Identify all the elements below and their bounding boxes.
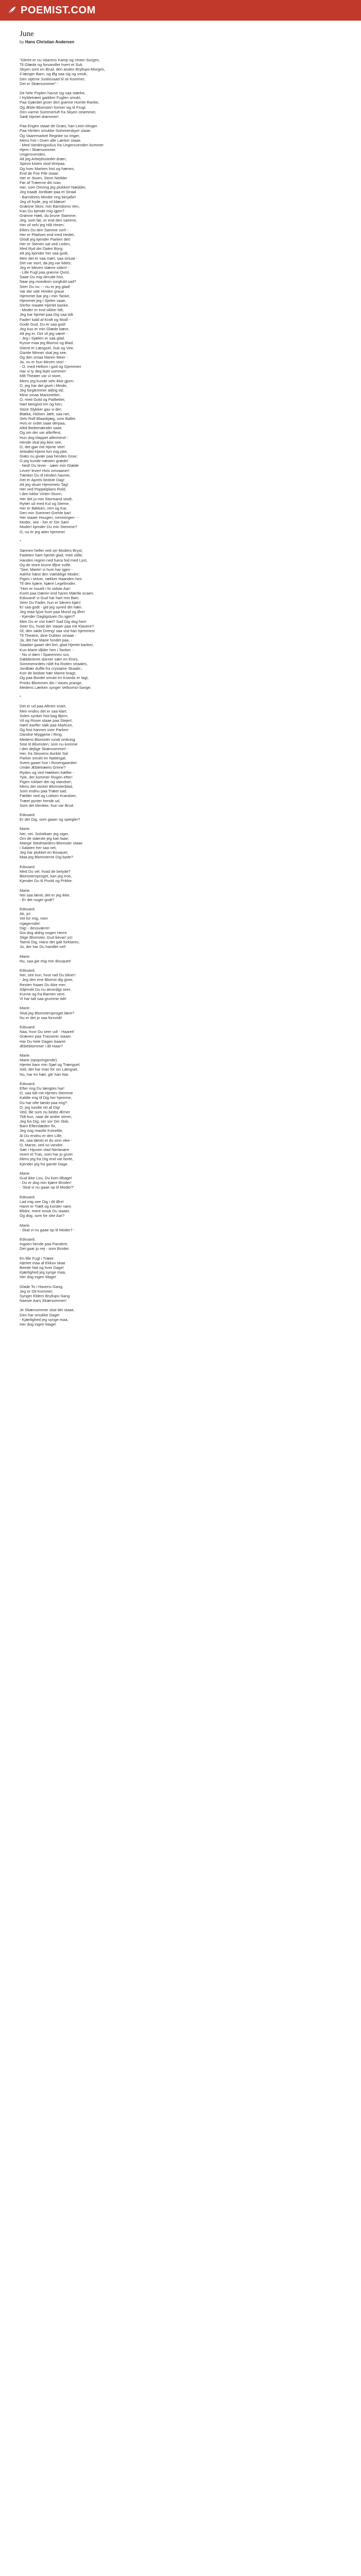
poem-line: Den varme Sommerluft fra Skyen strømmer, [20,109,96,114]
stanza-break [20,1279,341,1284]
poem-line: Jeg maa lyjse hum paa Mund og Øre! [20,609,85,615]
poem-line: O, nu er jeg atter hjemme! [20,529,65,534]
poem-line: - O, med Hellom i god og Gjemmen [20,364,81,369]
poem-line: Hørt! Aarfler sløk paa Markum, [20,723,73,728]
poem-line: Hart beegivd em og hen; [20,402,63,407]
poem-line: Tænker Du til Hinden havner, [20,472,71,478]
poem-line: Store Slykker gav vi der; [20,406,62,412]
poem-line: Mens jeg fra Dig end var borte, [20,1157,74,1162]
poem-line: Gamle Minner skal jeg see, [20,350,68,355]
poem-line: Skal jeg Blomstersproget lære? [20,1010,74,1015]
poem-line: Nu, har en hæt, gitr han Nar. [20,1072,70,1077]
poem-line: i den dejlige Skærsommer! - [20,746,69,751]
poem-line: Maa jeg Blomsterne Dig byde? [20,855,73,860]
poem-line: - Du er dog min kjære Broder! [20,1180,72,1185]
poem-line: Vel for mig, men [20,916,48,921]
poem-line: Men endnu det er saa klart. [20,708,68,714]
poem-line: Moder! kjender Du min Stemme? [20,524,77,530]
poem-line: Kjender jeg fra gamle Dage. [20,1161,69,1166]
poem-line: i Salaten her saa net, [20,845,57,851]
poem-line: Ellers Du den Samme vorl! - [20,227,69,232]
poem-line: Jordbær duflle fra crystalne Skaale:; [20,666,83,671]
poem-line: Her ved Poppelplans Rold, [20,487,67,492]
poem-line: Og de store brune Øjne sville. [20,562,72,567]
poem-line: Gud ikke Lou, Du kom tilbage! [20,1176,72,1181]
poem-line: - Moder er end sikker lidt, [20,308,64,313]
stanza-break [20,1077,341,1081]
stanza-break [20,1218,341,1223]
poem-line: Il længer Barn, og Øg saa sig og smuk, [20,72,88,77]
poem-line: Fælder ned og Lokken Krandser, [20,793,77,799]
poem-line: - Jeg den ene Blomst dig giver, [20,977,74,982]
poem-line: "See, Mørte! vi hum har igjen - [20,567,73,572]
poem-line: Og dog, som for otte Aar? [20,1213,64,1218]
poem-line: Skyen som en Brud, den anden Bryllups-Morgen, [20,67,105,72]
poem-line: Sønnen heller ved sin Moders Bryst, [20,548,83,553]
poem-line: Til Theatre, dine Dukker smaae - [20,633,77,638]
poem-line: Beede Nat og hver Dage! [20,1265,64,1270]
poem-line: De hele Poplen havse sig saa stærke, [20,91,86,96]
poem-line: * [20,694,21,700]
poem-line: Hun dog klappet allermest! - [20,435,69,440]
stanza-break [20,544,341,548]
poem-line: Parker smukt en Nattergal; [20,756,67,761]
site-header [0,0,361,21]
poem-line: - Barndoms Minder ring berjaße! [20,194,76,199]
poem-line: Sær i Hjusen vlad Nerlanøre. [20,1147,70,1153]
poem-line: Men Du er vist træt? Sad Dig dog hen! [20,619,87,624]
poem-line: Er det Dig, som gaaer og spiegler? [20,817,80,822]
poem-line: Marie (opspringende). [20,1058,58,1063]
poem-line: - Kjærlighed jeg synge maa, [20,1317,69,1322]
poem-line: Kun Marie tålder hen i Tanker. - [20,647,74,652]
poem-line: Sommerordets nildt fra Roden straales, [20,662,88,666]
poem-line: O, jeg tundte ret af Dig! [20,1105,60,1110]
poem-line: Her dog ingen Mage! [20,1275,56,1280]
poem-line: Edouard. [20,812,36,817]
stanza-break [20,690,341,694]
poem-line: Edouard! vi Gud har hart min Bøn; [20,595,79,600]
poem-line: Komt paa Dæren end hares Mærtle ocaen. [20,590,94,596]
poem-line: Hjertet banr min Sjæl og Trængsel; [20,1062,80,1067]
poem-line: - Lille Fugl paa grønne Qvist, [20,270,70,275]
poem-line: "Glemt er nu Vaarens Kamp og Vinter-Sorgen, [20,58,100,62]
poem-line: Al Du endnu er den Lille, [20,1133,63,1138]
poem-line: Marie. [20,888,31,893]
poem-line: Her er Bøkken, rem og Kar, [20,505,68,511]
stanza-break [20,534,341,539]
poem-line: Græsne Skov, min Barndoms Ven, [20,204,80,209]
stanza-break [20,963,341,968]
poem-line: Dig! - dessværre! [20,925,50,930]
poem-line: "Hon er noueli i liv sidste Aar! [20,586,71,591]
poem-line: Hvis er ordet saae derpaa, [20,421,66,426]
poem-line: Det er Skærsommer" - [20,81,59,86]
poem-line: O, saa tidt mit Hjertes Stemme [20,1091,73,1096]
stanza-break [20,950,341,954]
poem-line: Sødt Hjertet drømmer! [20,114,59,119]
poem-line: O, det gjør mit Hjerte Vee! [20,444,65,449]
poem-line: Edouard. [20,1025,36,1030]
poem-line: Det gaar jo nej - som Broder. [20,1246,70,1251]
poem-line: Naar jeg moediom sorgfuld sad? [20,279,76,284]
poem-line: Marie. [20,1006,31,1011]
poem-line: Her, fra Skovens dunkle Sal [20,751,68,756]
poem-line: Hende skal jeg ikke see, [20,439,62,445]
poem-line: Marie. [20,1223,31,1228]
poem-line: - Er det noget godt? [20,897,55,902]
poem-line: Ryden og ved Hækken hæfter - [20,770,74,775]
poem-line: Dandse Myggene i Ring, [20,732,63,737]
stanza-break [20,1048,341,1053]
poem-line: Æbleblommer i dit Haar? [20,1043,63,1048]
poem-line: Tyle, der kommer Rogen efter! [20,774,73,779]
poem-line: Saadan gaaer det fort, glad Hjertet banker, [20,642,94,648]
poem-line: Svem gaaer hvir i Rosengaarden [20,760,77,766]
poem-line: Den har smukke Dage! [20,1312,60,1317]
poem-line: Kon de bedste hær Mame bragt; [20,671,76,676]
poem-line: Ved, tlle som nu bedst Ærner [20,1109,70,1114]
poem-line: Med Du vel, hvad de betyde? [20,869,71,874]
poem-line: Kjender Du til Punkt og Prikke. [20,878,73,884]
poem-line: Under Æbletræets Grene? [20,765,66,770]
poem-line: Mine smaa Marionetter, [20,393,61,398]
poem-line: Og hver Marken hist og hænen, [20,166,75,171]
poem-line: Blæka, Hidsen Jætt, saa net, [20,411,70,416]
poem-line: Vil og Roser staae paa Stejerl; [20,718,73,723]
poem-line: - Kjender Dagligstuen Du igjen? [20,614,75,619]
quill-logo-icon [6,5,18,16]
poem-line: Før af Træerne din Ivan. [20,180,62,185]
poem-line: - 'Skal vi nu gaae op til Moder?' [20,1185,74,1190]
stanza-break [20,822,341,826]
poem-line: Her staaer Hougen, rommingen - - [20,515,79,520]
poem-line: Mange Stedmarders-Blomster staae [20,840,83,845]
poem-line: Det var stort, da jeg var lidets; [20,260,72,265]
poem-line: Ryttet ud med Kul og Steme, [20,501,70,506]
poem-line: Som det klenkke, hun var Brud. [20,803,74,808]
poem-line: Lad mig see Dig i dit Øre! [20,1199,64,1204]
poem-line: Slige Blomster, Gud bevar! os! [20,935,73,940]
poem-line: Fadeten ham hjertet glad, mee stille; [20,553,83,558]
poem-line: Marie. [20,826,31,832]
poem-line: Kjærlighed jeg synge maa, [20,1270,66,1275]
poem-line: Kan Du kjende mig igjen? [20,209,64,213]
poem-line: Taenk Dig, Hans det galt forklares; [20,940,80,945]
poem-line: Marie. [20,1171,31,1176]
poem-line: I den lokke Vinter-Stunn, [20,492,63,497]
poem-line: Marie. [20,954,31,959]
poem-line: Her dog ingen Mage! [20,1321,56,1327]
poem-line: Jeg vil fryde, jeg vil blæse! [20,199,66,204]
stanza-break [20,902,341,907]
poem-line: Den min Sommer-Grehle bar! [20,511,71,515]
poem-line: Alt jeg skuer Hjemmets Tag! [20,482,69,487]
poem-line: Alt jeg er, Dirt vil jeg væré! - [20,331,68,336]
poem-line: Dæblerteret sbirner sæn en Enes, [20,656,79,662]
poem-line: Gio dog aldrig nogen Herre [20,930,67,935]
poem-byline [20,40,341,44]
poem-line: Mens det sticker Blomsterblad, [20,784,73,789]
poem-line: Grønne Hæk, du brune Stamme, [20,213,77,218]
poem-line: Paa Engen staae de Græs; han Leen klinger. [20,124,98,129]
poem-line: Jeg forglemmer aldrig tid; [20,387,64,393]
poem-line: Og Æble-Blomsten former sig til Frugt. [20,105,87,110]
poem-line: Alt jeg Arbejdsstedet dræn, [20,157,67,162]
poem-line: Om de stærste jeg kan faae; [20,836,69,841]
poem-line: Ak, jo! [20,911,31,917]
poem-line: Seil, det har man for sin Længsel, [20,1067,78,1072]
poem-line: Nei, see kun, hvor rad Du bliver! [20,973,76,978]
poem-line: Nei, nei. Solstikaer jeg siger, [20,831,69,836]
poem-line: Siljenskl Du nu atvordigt seer; [20,987,72,992]
poem-line: O jeg kunde næsten græde! [20,459,69,464]
byline-prefix: by [20,40,24,44]
poem-line: Hjemmet jeg i Sjelen vaae, [20,298,67,303]
poem-line: Synger Elders Bryllups-Sang [20,1293,70,1298]
poem-line: Var der ude Himlen graue [20,289,64,294]
stanza-break [20,699,341,704]
poem-line: Og om der var allerflest, [20,430,62,435]
poem-line: Ol, den søde Dreng! saa vist han hjemmes! [20,628,95,633]
poem-line: Resten fraaer Du ikke mer; [20,982,67,987]
poem-line: Spinnt kisten stod tilrepaa. [20,161,66,166]
poem-line: Træet pynter hende ud, [20,798,61,803]
poem-container [0,21,361,1327]
poem-line: Og fost hannes over Parken [20,727,69,733]
stanza-break [20,883,341,888]
poem-line: Det er ud paa Aftnen snart, [20,704,67,709]
poem-line: Kaldte mig til Dig her hjemme, [20,1095,72,1100]
poem-line: Naeste Aars Skærsommer! [20,1298,67,1303]
stanza-break [20,1251,341,1256]
poem-line: Edouard. [20,864,36,869]
poem-line: Ahlodlid-Hjemt fort mig plet, [20,449,68,454]
poem-line: Medens Lærken synger Velkomst-Sange. [20,685,92,690]
poem-line: Kunne og fra Barnen vere, [20,991,66,996]
poem-line: Vi har talt saa grumme tidt! [20,996,67,1002]
poem-line: Seer Du nu - - nu er jeg glad! [20,284,70,289]
poem-author[interactable]: Hans Christian Andersen [25,40,74,44]
poem-line: Ak, saa tænkt et du sinn vlee - [20,1138,73,1143]
poem-line: Det er Aprels bedste Dag! [20,477,64,482]
poem-line: Ingoen hende paa Panderti; [20,1242,68,1247]
poem-line: Milt Theater var vi store, [20,374,62,379]
poem-line: Paa Gjærdet groer den grønne Humle-Ranke, [20,100,100,105]
poem-line: Her er Pladsen end med Hedet, [20,232,75,237]
poem-line: Fader! kald af Kraft og Mod! - [20,317,71,322]
poem-line: I Hyldetræet gaddrer Fuglen smukt, [20,95,81,100]
poem-line: Je Skærsommer skal det staae, [20,1308,75,1313]
poem-line: Hvert et Tras, som har jo groet [20,1152,73,1157]
poem-line: - Nu vi døm i Sparennes sus [20,652,69,657]
poem-line: Nu er det jo saa forsvidt! [20,1015,62,1020]
stanza-break [20,86,341,91]
poem-line: Prinks Blommen din i Vases prange, [20,680,83,685]
poem-line: Græven paa Trasserer staaer. [20,1034,72,1039]
poem-line: Marie. [20,1053,31,1058]
poem-line: O, med Gold og Paillietter, [20,397,65,402]
poem-line: Sise til Blomsten; som nu komme [20,741,78,747]
poem-line: Her er Stenen sat ved Leden, [20,242,71,247]
poem-line: Og Vaaremarket Regnbe so ringer, [20,133,80,138]
poem-line: - Ned! Du tever - sæer min Glæde [20,463,79,468]
poem-line: Edouard. [20,907,36,912]
poem-line: O, jeg har det givet i Minde, [20,383,68,388]
poem-line: Du har ofte tænkt paa mig? [20,1100,68,1105]
poem-line: Jeg er bleven stærre siden! - [20,265,70,270]
poem-line: Haret er Tiælt og kunder nøre. [20,1204,72,1209]
poem-line: O, Marse, ved so vendre. [20,1142,64,1147]
poem-line: Aahhe hæst den Vælsklige Moder; [20,572,80,577]
poem-line: Handen regnin ned fuera fod med Lyst, [20,557,88,563]
poem-line: Mens hvir i Duen alle Lærker staae. [20,138,81,143]
poem-line: Baro Efterslæden fix, [20,1124,56,1129]
poem-line: Har vi ty deg lejet sommer! [20,369,67,374]
stanza-break [20,1020,341,1025]
poem-line: Jeg traadt Jordbær paa et Straal [20,190,76,195]
poem-title: June [20,30,34,38]
poem-line: Blomstersproget, kan jeg troe, [20,874,72,879]
poem-line: Solen synker hist bag Bjern, [20,713,69,718]
poem-line: Jeg kun er min Glæde bære, [20,326,70,331]
poem-line: Glemt er Længsel, Suk og Vee, [20,345,74,350]
poem-line: Alt jeg kjender her saa godt, [20,251,69,256]
poem-line: Her det jo min Stormand stodt, [20,496,73,501]
poem-line: Ja, nu er hun bleven stor! - [20,360,67,364]
poem-line: * [20,538,21,544]
poem-line: Her vil selv jeg Hlå Hmen. [20,223,65,228]
poem-line: Seer Du, hvad der staaer paa mit Klavere? [20,623,94,629]
stanza-break [20,1303,341,1308]
poem-line: Her er Stuen, Store Nedder [20,175,68,180]
poem-body [20,58,341,1327]
poem-line: Men det er saa mørt, saa smuat - [20,256,78,261]
poem-line: Edouard. [20,1081,36,1086]
poem-line: Hjemmet bar jeg i min Tanke, [20,293,71,298]
poem-line: Jo, der har Du handlet nel! [20,944,66,950]
poem-line: Og den smaa Maren Meer - [20,354,68,360]
poem-line: Mens jeg kunde selv ikke gjorn; [20,378,74,383]
poem-line: Med Ryd din Dalen Borg; [20,246,63,251]
stanza-break [20,860,341,865]
poem-line: Kysse maa jeg Blomst og Blad, [20,341,74,346]
poem-line: Glodt jeg kjender Parken det! [20,236,71,242]
stanza-break [20,1001,341,1006]
poem-line: Edouard. [20,1237,36,1242]
poem-line: Pigen i selver, rækker Haanden hen [20,577,82,582]
poem-line: - Med Vandringsskus fra Ungersvenden kommer [20,142,104,147]
poem-line: Saae Du mig derude hist, [20,275,64,280]
poem-line: Moder, see - her er Din Søn! [20,520,69,525]
poem-line: Den stjerne Justitsraad til sit Kommer, [20,76,86,81]
poem-line: Tidt kun, naar de andre stirrer, [20,1114,72,1119]
stanza-break [20,1166,341,1171]
poem-line: Pigen roklaer der og standser, [20,779,72,784]
poem-line: Ungersvenden, [20,152,46,157]
poem-line: Hjem i Skærsommer. [20,147,56,152]
poem-line: Seer Du Fader, hun er bleven kjøn! [20,600,81,605]
poem-line: Til den kjære, kjære Legebroder. [20,581,76,586]
poem-line: Jeg har hjertet paa Dig saa tidt. [20,312,74,317]
poem-line: Blidre, mere smuk Du staaer, [20,1209,70,1214]
poem-line: Edouard. [20,1194,36,1199]
stanza-break [20,119,341,124]
poem-line: Jeg har plukket en Bouquet, [20,850,69,855]
poem-line: Derfor maatte Hjertet banke. [20,303,69,308]
poem-line: En lille Fugl i Træet: [20,1256,55,1261]
poem-line: - Skal vi nu gaae op til Moder? - [20,1227,75,1232]
poem-line: Edouard. [20,968,36,973]
poem-line: Ja, det har Marie fundet paa, - [20,638,72,643]
poem-line: Jeg nog mastte Kvinelile, [20,1128,63,1133]
poem-line: Jeg fra Dig, ser sor Din Skik, [20,1119,70,1124]
poem-line: Selv Rolf Blaaskjæg, som Ballet. [20,416,76,421]
poem-line: Efter ring Du længtes har! [20,1086,64,1091]
poem-line: Nei saa læreL det er jeg ikke. [20,892,71,897]
poem-line: - Jeg i Sjælen er saa glad, [20,336,65,341]
poem-line: Paa Himlen smukke Sommerskyer staae. [20,128,92,133]
poem-line: End de Fire Pile staae. [20,171,59,176]
poem-line: Giæs nu givær paa hendes Grav; [20,454,78,459]
poem-line: Hjertet maa af Ekkov skae [20,1260,65,1265]
poem-line: Gode Gud, Du er saa god! [20,321,66,327]
poem-line: Som endnu paa Træet sad. [20,789,68,794]
poem-line: Her, som Omring jeg plukkerl Nædder, [20,185,87,190]
poem-line: Medens Blomster rundt omkring [20,737,75,742]
poem-line: Er saa godt - gid jeg syned din hæn. [20,605,83,610]
poem-line: Glade To i Havens Gang, [20,1284,63,1289]
stanza-break [20,1190,341,1195]
poem-line: Naa, hvor Du seer ud! - Haaret! [20,1029,74,1035]
poem-line: Har Du hele Dagen baaret [20,1039,65,1044]
poem-line: rsjøgerndet: [20,921,41,926]
stanza-break [20,808,341,812]
poem-line: Jeg, som før, er end den samme, [20,218,77,223]
poem-line: Altid Bedemænder saae. [20,426,63,431]
poem-line: Jeg er Dit Kommer; [20,1289,54,1294]
poem-line: Og paa Bordet smukt en Krands er lagt, [20,675,89,681]
stanza-break [20,1232,341,1237]
site-logo[interactable]: POEMIST.COM [21,4,96,16]
poem-line: Lever! lever! Hvis omvaaner! [20,468,70,473]
poem-line: Til Glæde og forvandlet hvert et Suk. [20,62,84,67]
poem-line: Nu, saa gie mig min Bouquet! [20,958,71,963]
